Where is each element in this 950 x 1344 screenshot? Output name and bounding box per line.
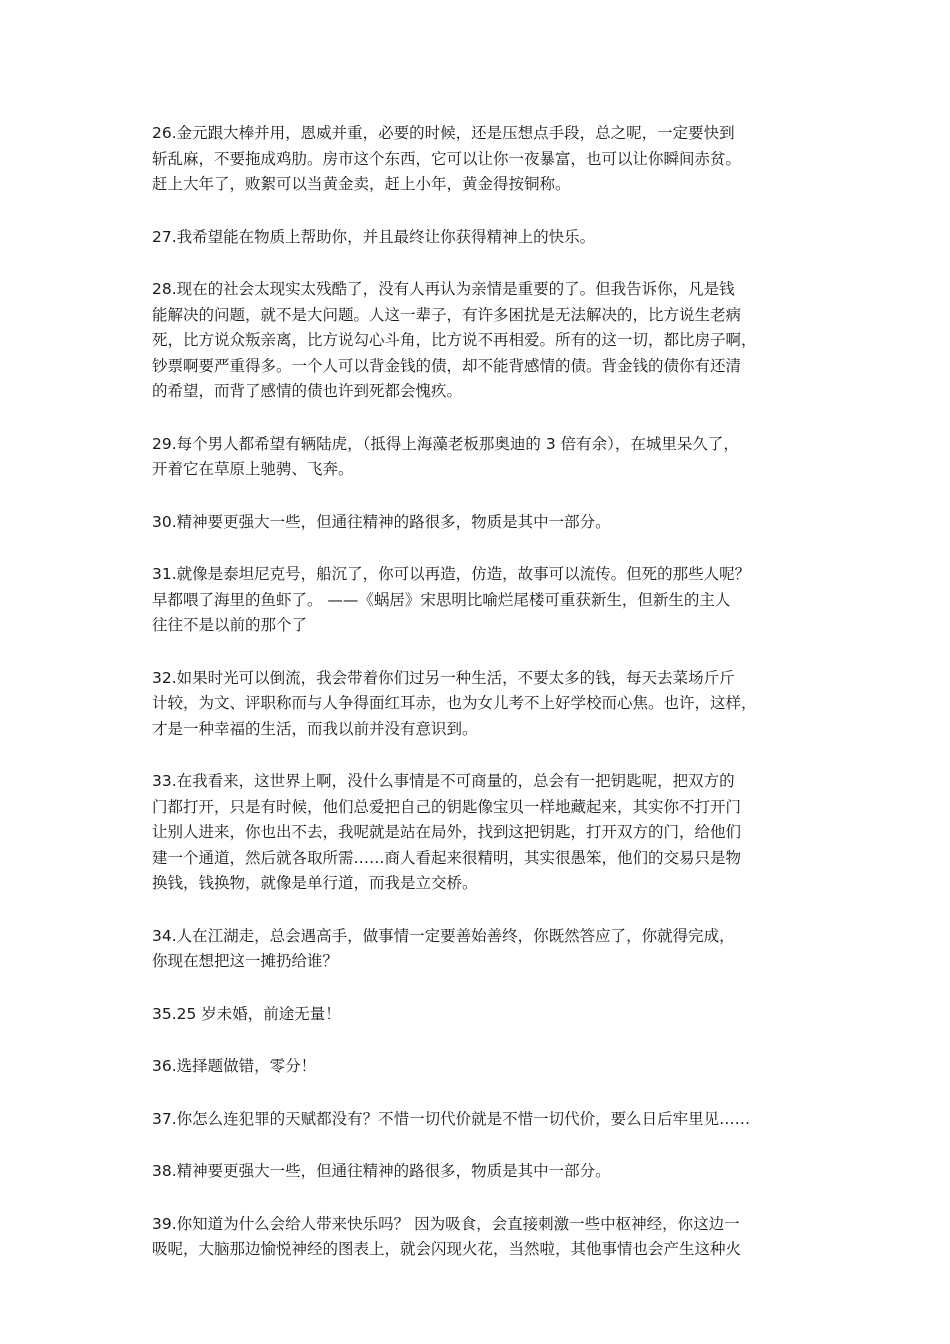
paragraph-30: 30.精神要更强大一些，但通往精神的路很多，物质是其中一部分。	[152, 512, 611, 531]
paragraph-28: 28.现在的社会太现实太残酷了，没有人再认为亲情是重要的了。但我告诉你，凡是钱 能解决的问题，就不是大问题。人这一辈子，有许多困扰是无法解决的，比方说生老病 死，比方说众叛亲离，比方说勾心斗角，比方说不再相爱。所有的这一切，都比房子啊， 钞票啊要严重得多。一个人可以背金钱的债，却不能背感情的债。背金钱的债你有还清 的希望，而背了感情的债也许到死都会愧疚。	[152, 280, 757, 400]
paragraph-39: 39.你知道为什么会给人带来快乐吗？ 因为吸食，会直接刺激一些中枢神经，你这边一 吸呢，大脑那边愉悦神经的图表上，就会闪现火花，当然啦，其他事情也会产生这种火	[152, 1214, 742, 1258]
document-body	[152, 121, 802, 1290]
paragraph-38: 38.精神要更强大一些，但通往精神的路很多，物质是其中一部分。	[152, 1162, 611, 1180]
paragraph-33: 33.在我看来，这世界上啊，没什么事情是不可商量的，总会有一把钥匙呢，把双方的 门都打开，只是有时候，他们总爱把自己的钥匙像宝贝一样地藏起来，其实你不打开门 让别人进来，你也出不去，我呢就是站在局外，找到这把钥匙，打开双方的门，给他们 建一个通道，然后就各取所需……商人看起来很精明，其实很愚笨，他们的交易只是物 换钱，钱换物，就像是单行道，而我是立交桥。	[152, 772, 742, 892]
paragraph-32: 32.如果时光可以倒流，我会带着你们过另一种生活，不要太多的钱，每天去菜场斤斤 计较，为文、评职称而与人争得面红耳赤，也为女儿考不上好学校而心焦。也许，这样， 才是一种幸福的生活，而我以前并没有意识到。	[152, 668, 757, 738]
paragraph-35: 35.25 岁未婚，前途无量！	[152, 1004, 341, 1023]
paragraph-29: 29.每个男人都希望有辆陆虎，（抵得上海藻老板那奥迪的 3 倍有余），在城里呆久了， 开着它在草原上驰骋、飞奔。	[152, 434, 739, 478]
paragraph-31: 31.就像是泰坦尼克号，船沉了，你可以再造，仿造，故事可以流传。但死的那些人呢？ 早都喂了海里的鱼虾了。 ——《蜗居》宋思明比喻烂尾楼可重获新生，但新生的主人 往往不是以前的那个了	[152, 565, 751, 634]
paragraph-36: 36.选择题做错，零分！	[152, 1057, 317, 1075]
paragraph-34: 34.人在江湖走，总会遇高手，做事情一定要善始善终，你既然答应了，你就得完成， 你现在想把这一摊扔给谁？	[152, 926, 735, 970]
paragraph-27: 27.我希望能在物质上帮助你，并且最终让你获得精神上的快乐。	[152, 227, 596, 246]
paragraph-37: 37.你怎么连犯罪的天赋都没有？不惜一切代价就是不惜一切代价，要么日后牢里见……	[152, 1109, 751, 1128]
paragraph-26: 26.金元跟大棒并用，恩威并重，必要的时候，还是压想点手段，总之呢，一定要快到 斩乱麻，不要拖成鸡肋。房市这个东西，它可以让你一夜暴富，也可以让你瞬间赤贫。 赶上大年了，败絮可以当黄金卖，赶上小年，黄金得按铜称。	[152, 124, 742, 193]
